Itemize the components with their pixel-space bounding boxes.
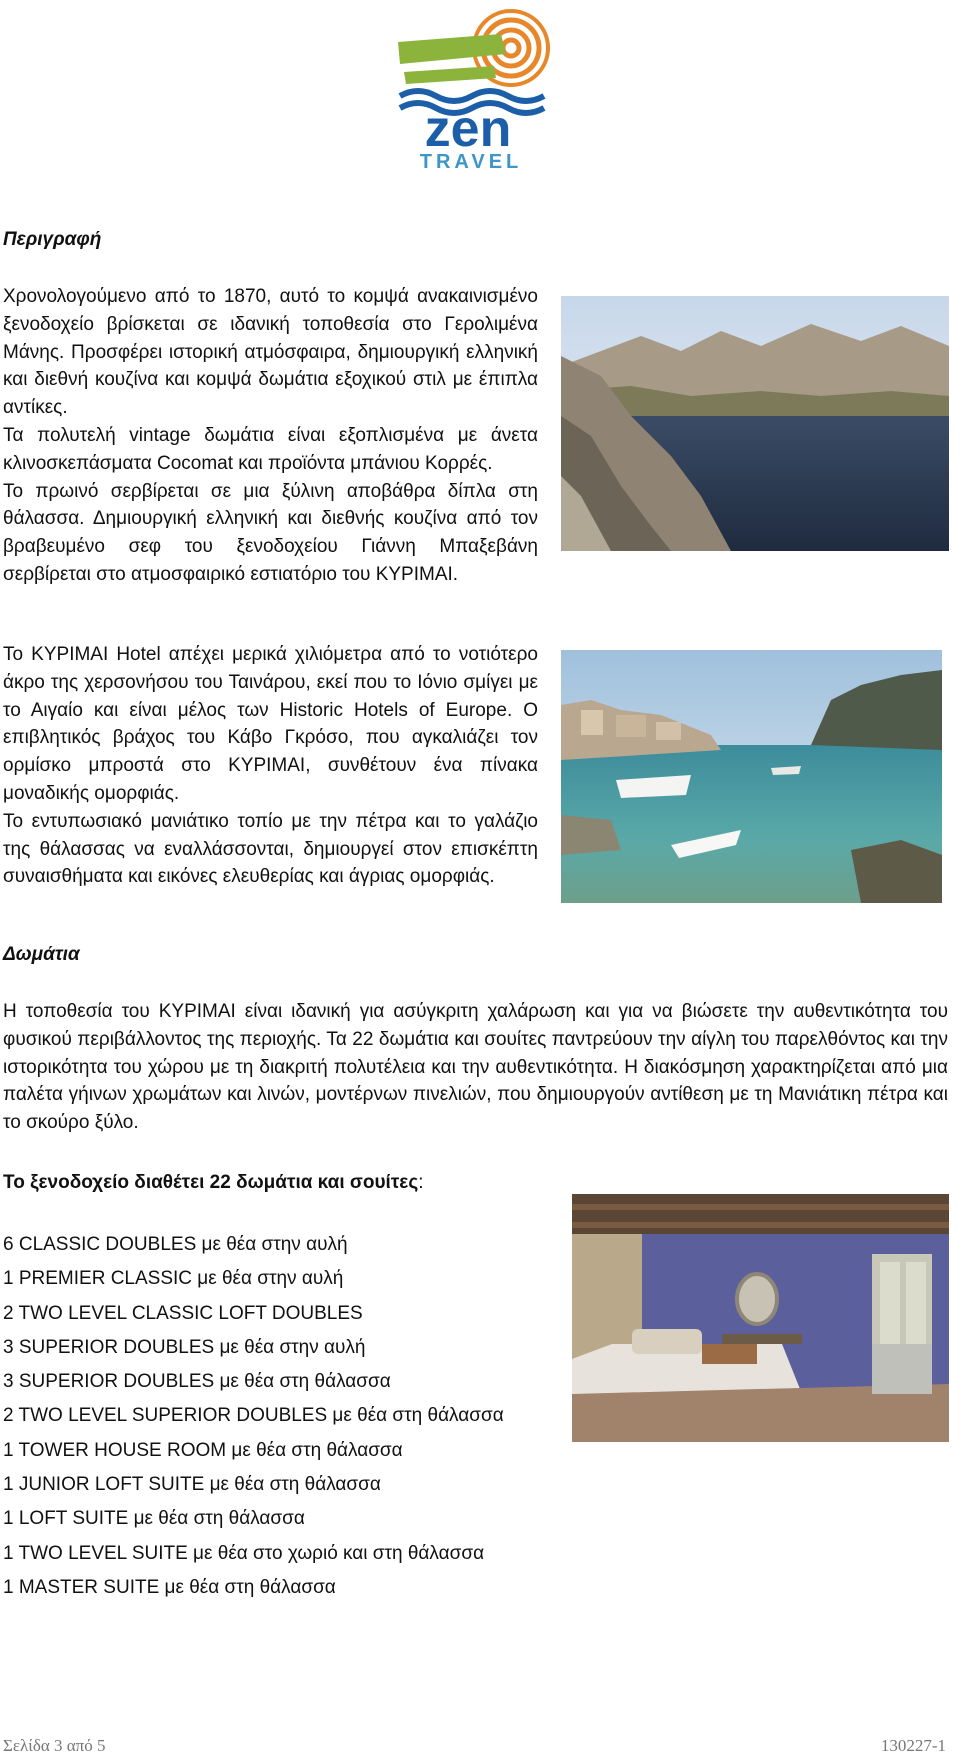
paragraph-text: Χρονολογούμενο από το 1870, αυτό το κομψά ανακαινισμένο ξενοδοχείο βρίσκεται σε ιδανική τοποθεσία στο Γερολιμένα Μάνης. Προσφέρει ιστορική ατμόσφαιρα, δημιουργική ελληνική και διεθνή κουζίνα και κομψά δωμάτια εξοχικού στιλ με έπιπλα αντίκες. <box>3 286 538 419</box>
rooms-heading: Δωμάτια <box>3 944 80 965</box>
green-swash-icon-2 <box>404 66 496 84</box>
paragraph-text: Το ΚΥΡΙΜΑΙ Hotel απέχει μερικά χιλιόμετρα από το νοτιότερο άκρο της χερσονήσου του Ταινάρου, εκεί που το Ιόνιο σμίγει με το Αιγαίο και είναι μέλος των Historic Hotels of Europe. Ο επιβλητικός βράχος του Κάβο Γκρόσο, που αγκαλιάζει τον ορμίσκο μπροστά στο ΚΥΡΙΜΑΙ, συνθέτουν ένα πίνακα μοναδικής ομορφιάς. <box>3 644 538 804</box>
list-item: 3 SUPERIOR DOUBLES με θέα στην αυλή <box>3 1336 366 1358</box>
list-item: 1 MASTER SUITE με θέα στη θάλασσα <box>3 1576 336 1598</box>
list-item: 3 SUPERIOR DOUBLES με θέα στη θάλασσα <box>3 1371 391 1393</box>
harbour-photo <box>561 650 942 903</box>
page-number: Σελίδα 3 από 5 <box>3 1736 106 1755</box>
description-paragraph-2 <box>3 641 538 891</box>
paragraph-text: Το εντυπωσιακό μανιάτικο τοπίο με την πέτρα και το γαλάζιο της θάλασσας να εναλλάσσονται, δημιουργεί στον επισκέπτη συναισθήματα και εικόνες ελευθερίας και άγριας ομορφιάς. <box>3 810 538 888</box>
document-code: 130227-1 <box>880 1736 946 1755</box>
paragraph-text: Τα πολυτελή vintage δωμάτια είναι εξοπλισμένα με άνετα κλινοσκεπάσματα Cocomat και προϊόντα μπάνιου Κορρές. <box>3 424 538 474</box>
list-item: 1 JUNIOR LOFT SUITE με θέα στη θάλασσα <box>3 1474 381 1496</box>
bedroom-photo <box>572 1194 949 1442</box>
list-item: 6 CLASSIC DOUBLES με θέα στην αυλή <box>3 1234 348 1255</box>
rooms-list <box>3 1228 504 1605</box>
list-item: 1 LOFT SUITE με θέα στη θάλασσα <box>3 1508 305 1530</box>
list-item: 1 TOWER HOUSE ROOM με θέα στη θάλασσα <box>3 1439 403 1461</box>
paragraph-text: Το πρωινό σερβίρεται σε μια ξύλινη αποβάθρα δίπλα στη θάλασσα. Δημιουργική ελληνική και διεθνής κουζίνα από τον βραβευμένο σεφ του ξενοδοχείου Γιάννη Μπαξεβάνη σερβίρεται στο ατμοσφαιρικό εστιατόριο του ΚΥΡΙΜΑΙ. <box>3 480 538 585</box>
logo-wordmark: zen <box>424 100 512 158</box>
description-paragraph-1 <box>3 283 538 589</box>
list-item: 1 TWO LEVEL SUITE με θέα στο χωριό και στη θάλασσα <box>3 1542 485 1564</box>
paragraph-text: Η τοποθεσία του ΚΥΡΙΜΑΙ είναι ιδανική για ασύγκριτη χαλάρωση και για να βιώσετε την αυθεντικότητα του φυσικού περιβάλλοντος της περιοχής. Τα 22 δωμάτια και σουίτες παντρεύουν την αίγλη του παρελθόντος και την ιστορικότητα του χώρου με τη διακριτή πολυτέλεια και την αυθεντικότητα. Η διακόσμηση χαρακτηρίζεται από μια παλέτα γήινων χρωμάτων και λινών, μοντέρνων πινελιών, που δημιουργούν αντίθεση με τη Μανιάτικη πέτρα και το σκούρο ξύλο. <box>3 1001 948 1134</box>
description-heading: Περιγραφή <box>3 229 102 250</box>
list-item: 1 PREMIER CLASSIC με θέα στην αυλή <box>3 1268 344 1290</box>
zen-travel-logo <box>396 6 566 170</box>
rooms-list-heading-colon: : <box>418 1172 424 1193</box>
logo-graphic <box>396 6 566 170</box>
rooms-paragraph <box>3 998 948 1137</box>
rooms-list-heading <box>3 1172 423 1194</box>
logo-subtitle: TRAVEL <box>419 151 523 170</box>
landscape-photo <box>561 296 949 551</box>
green-swash-icon <box>398 34 506 64</box>
rooms-list-heading-text: Το ξενοδοχείο διαθέτει 22 δωμάτια και σουίτες <box>3 1172 419 1193</box>
list-item: 2 TWO LEVEL CLASSIC LOFT DOUBLES <box>3 1302 363 1324</box>
list-item: 2 TWO LEVEL SUPERIOR DOUBLES με θέα στη θάλασσα <box>3 1405 504 1427</box>
